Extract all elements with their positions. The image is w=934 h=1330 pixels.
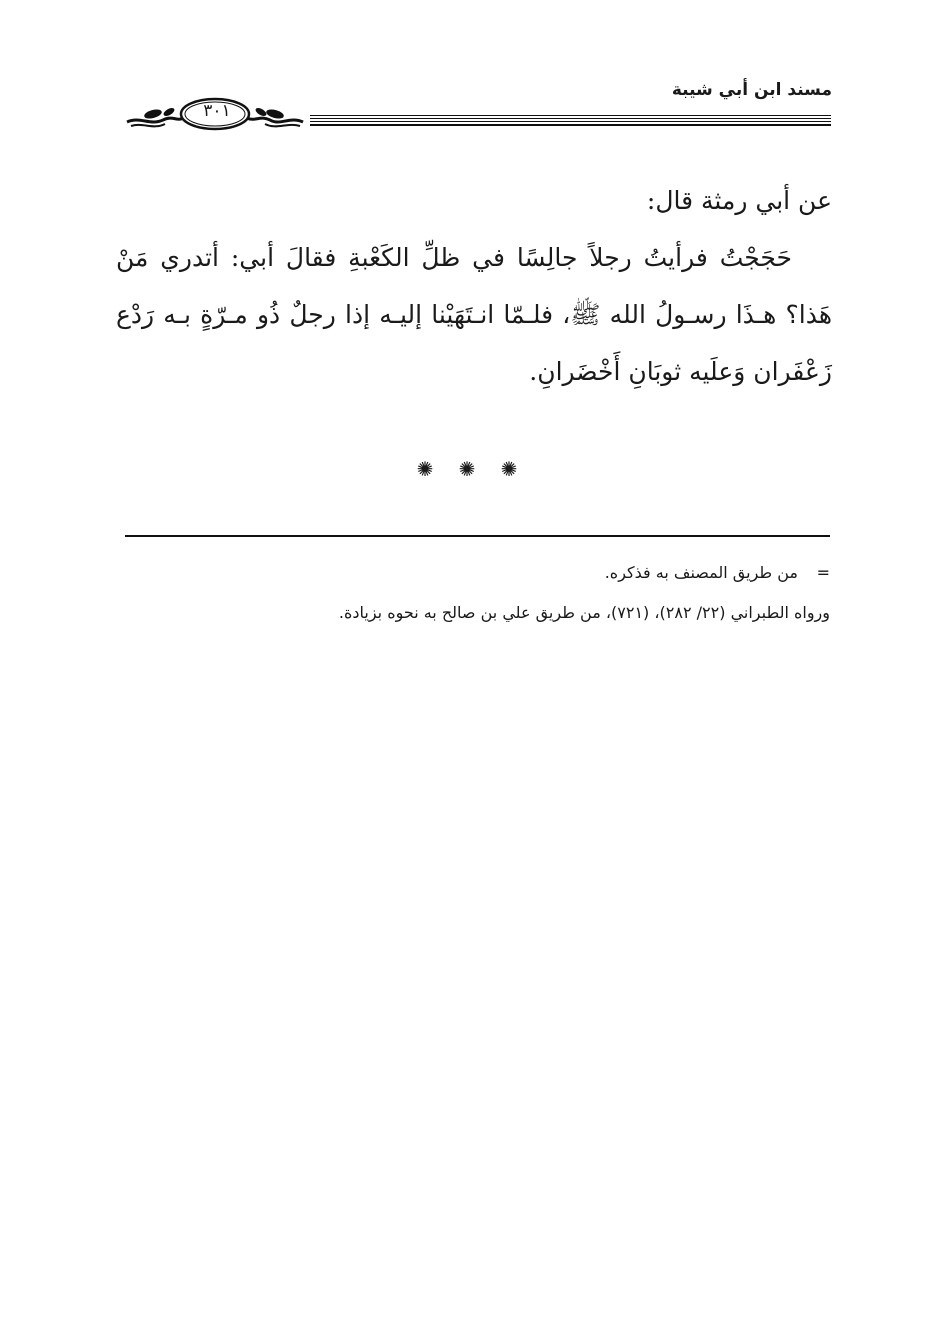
page-number: ٣٠١ [203, 101, 231, 121]
footnote-rule [125, 535, 830, 537]
footnote-line [120, 553, 830, 593]
star-ornament-icon: ✺ [500, 457, 518, 481]
footnote-line: ورواه الطبراني (٢٢/ ٢٨٢)، (٧٢١)، من طريق علي بن صالح به نحوه بزيادة. [338, 603, 830, 622]
section-separator [0, 457, 934, 481]
footnote-text: من طريق المصنف به فذكره. [604, 563, 798, 582]
footnotes [120, 553, 830, 633]
main-text [116, 172, 832, 400]
hadith-paragraph: حَجَجْتُ فرأيتُ رجلاً جالِسًا في ظلِّ الكَعْبةِ فقالَ أبي: أتدري مَنْ هَذا؟ هـذَا رسـولُ الله ﷺ، فلـمّا انـتَهَيْنا إليـه إذا رجلٌ ذُو مـرّةٍ بـه رَدْع زَعْفَران وَعلَيه ثوبَانِ أَخْضَرانِ. [116, 243, 832, 386]
star-ornament-icon: ✺ [458, 457, 476, 481]
star-ornament-icon: ✺ [416, 457, 434, 481]
narrator-line: عن أبي رمثة قال: [646, 186, 832, 215]
footnote-continuation-marker: = [816, 563, 830, 582]
running-title: مسند ابن أبي شيبة [671, 80, 832, 100]
header-rule [310, 115, 831, 129]
